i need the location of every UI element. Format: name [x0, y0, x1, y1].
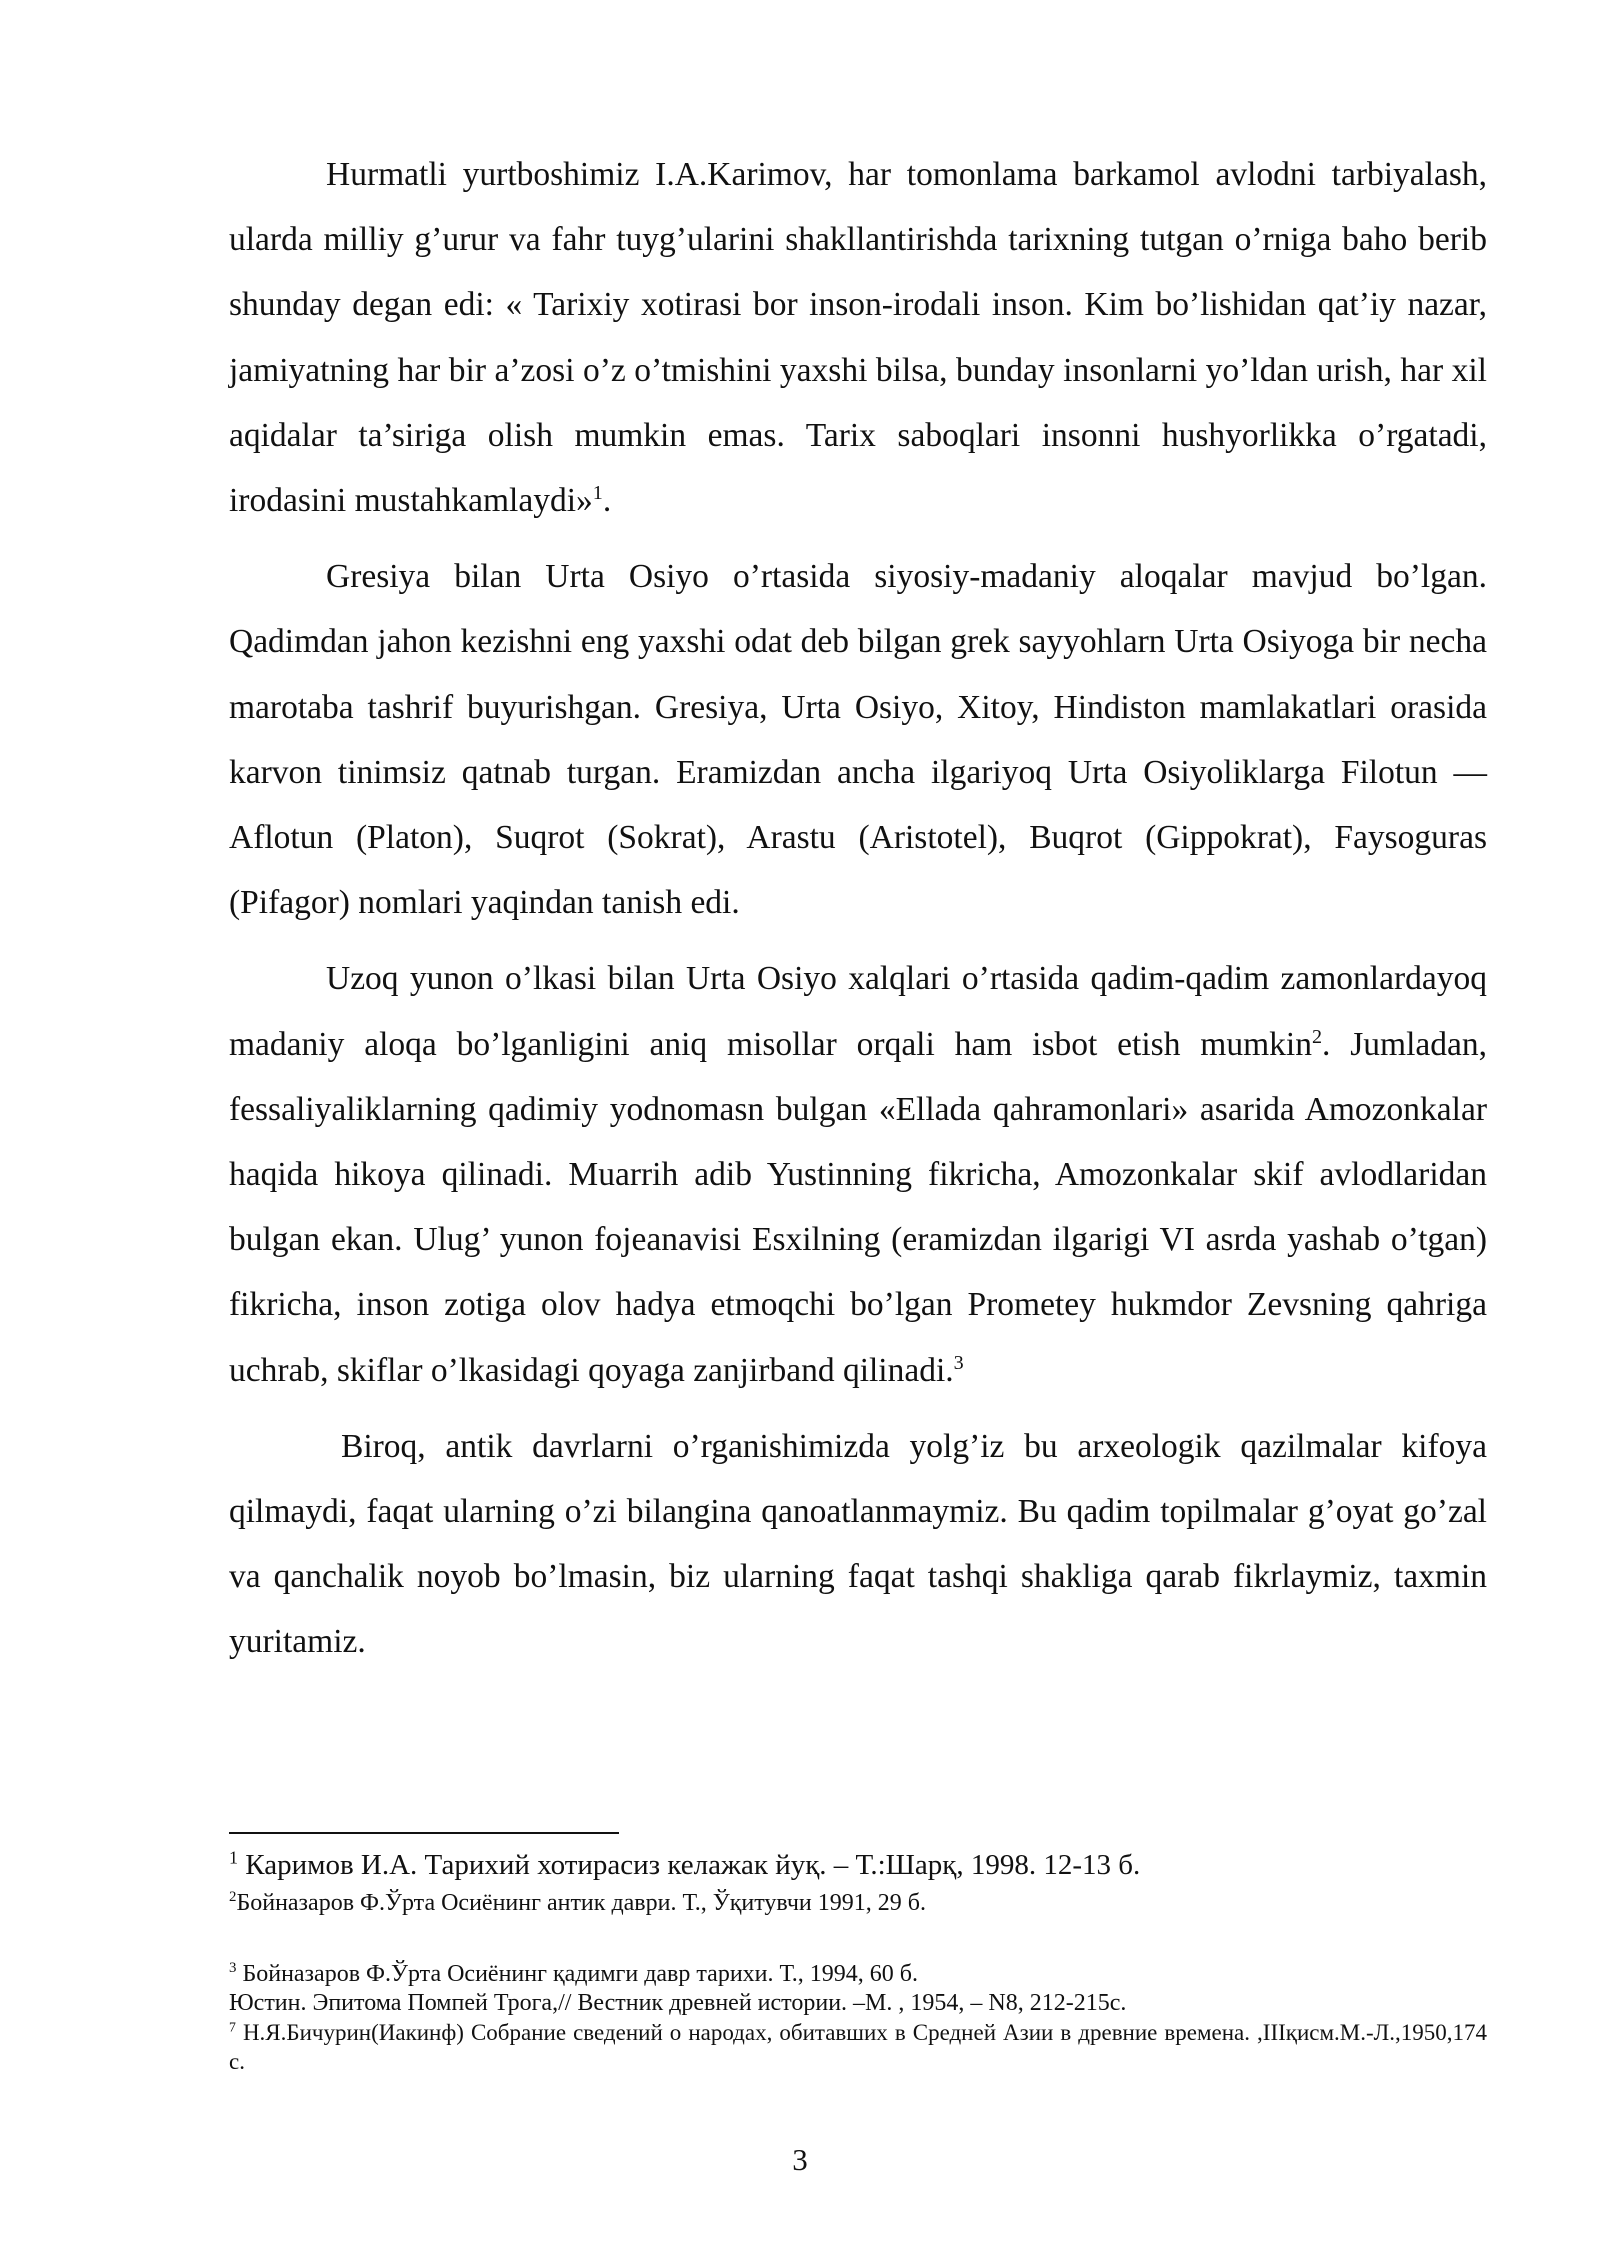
paragraph-2: [229, 544, 1487, 935]
paragraph-4-text: Biroq, antik davrlarni o’rganishimizda yolg’iz bu arxeologik qazilmalar kifoya qilmaydi, faqat ularning o’zi bilangina qanoatlanmaymiz. Bu qadim topilmalar g’oyat go’zal va qanchalik noyob bo’lmasin, biz ularning faqat tashqi shakliga qarab fikrlaymiz, taxmin yuritamiz.: [229, 1427, 1487, 1661]
paragraph-3: [229, 946, 1487, 1402]
body-text: [229, 142, 1487, 1686]
footnote-mark-3: 3: [229, 1960, 237, 1976]
footnote-mark-7: 7: [229, 2019, 236, 2035]
paragraph-1-tail: .: [602, 482, 612, 520]
paragraph-3-text-after: . Jumladan, fessaliyaliklarning qadimiy yodnomasn bulgan «Ellada qahramonlari» asarida Amozonkalar haqida hikoya qilinadi. Muarrih adib Yustinning fikricha, Amozonkalar skif avlodlaridan bulgan ekan. Ulug’ yunon fojeanavisi Esxilning (eramizdan ilgarigi VI asrda yashab o’tgan) fikricha, inson zotiga olov hadya etmoqchi bo’lgan Prometey hukmdor Zevsning qahriga uchrab, skiflar o’lkasidagi qoyaga zanjirband qilinadi.: [229, 1025, 1488, 1389]
paragraph-1-text: Hurmatli yurtboshimiz I.A.Karimov, har tomonlama barkamol avlodni tarbiyalash, ularda milliy g’urur va fahr tuyg’ularini shakllantirishda tarixning tutgan o’rniga baho berib shunday degan edi: « Tarixiy xotirasi bor inson-irodali inson. Kim bo’lishidan qat’iy nazar, jamiyatning har bir a’zosi o’z o’tmishini yaxshi bilsa, bunday insonlarni yo’ldan urish, har xil aqidalar ta’siriga olish mumkin emas. Tarix saboqlari insonni hushyorlikka o’rgatadi, irodasini mustahkamlaydi»: [229, 156, 1487, 520]
footnote-5: [229, 2018, 1487, 2076]
footnote-1: [229, 1846, 1487, 1884]
footnote-5-text: Н.Я.Бичурин(Иакинф) Собрание сведений о народах, обитавших в Средней Азии в древние времена. ,ІІІқисм.М.-Л.,1950,174 с.: [229, 2020, 1487, 2074]
footnote-4: [229, 1989, 1487, 2018]
paragraph-4: [229, 1414, 1487, 1675]
footnote-mark-1: 1: [229, 1847, 238, 1868]
footnote-4-text: Юстин. Эпитома Помпей Трога,// Вестник древней истории. –М. , 1954, – N8, 212-215с.: [229, 1990, 1127, 2016]
paragraph-3-text-before: Uzoq yunon o’lkasi bilan Urta Osiyo xalqlari o’rtasida qadim-qadim zamonlardayoq madaniy aloqa bo’lganligini aniq misollar orqali ham isbot etish mumkin: [229, 960, 1487, 1063]
page-number: 3: [792, 2142, 808, 2177]
paragraph-1: [229, 142, 1487, 533]
footnote-ref-1: 1: [592, 481, 603, 504]
footnote-mark-2: 2: [229, 1889, 237, 1905]
footnote-3-text: Бойназаров Ф.Ўрта Осиёнинг қадимги давр тарихи. Т., 1994, 60 б.: [236, 1961, 918, 1987]
footnote-separator: [229, 1832, 619, 1834]
footnote-group-3: [229, 1960, 1487, 2076]
footnote-2-text: Бойназаров Ф.Ўрта Осиёнинг антик даври. Т., Ўқитувчи 1991, 29 б.: [236, 1890, 926, 1916]
paragraph-2-text: Gresiya bilan Urta Osiyo o’rtasida siyosiy-madaniy aloqalar mavjud bo’lgan. Qadimdan jahon kezishni eng yaxshi odat deb bilgan grek sayyohlarn Urta Osiyoga bir necha marotaba tashrif buyurishgan. Gresiya, Urta Osiyo, Xitoy, Hindiston mamlakatlari orasida karvon tinimsiz qatnab turgan. Eramizdan ancha ilgariyoq Urta Osiyoliklarga Filotun — Aflotun (Platon), Suqrot (Sokrat), Arastu (Aristotel), Buqrot (Gippokrat), Faysoguras (Pifagor) nomlari yaqindan tanish edi.: [229, 558, 1487, 922]
footnote-3: [229, 1960, 1487, 1989]
footnote-2: [229, 1887, 1487, 1919]
footnote-ref-2: 2: [1311, 1025, 1323, 1048]
footnote-1-text: Каримов И.А. Тарихий хотирасиз келажак йуқ. – Т.:Шарқ, 1998. 12-13 б.: [237, 1849, 1141, 1881]
footnote-ref-3: 3: [953, 1351, 964, 1374]
